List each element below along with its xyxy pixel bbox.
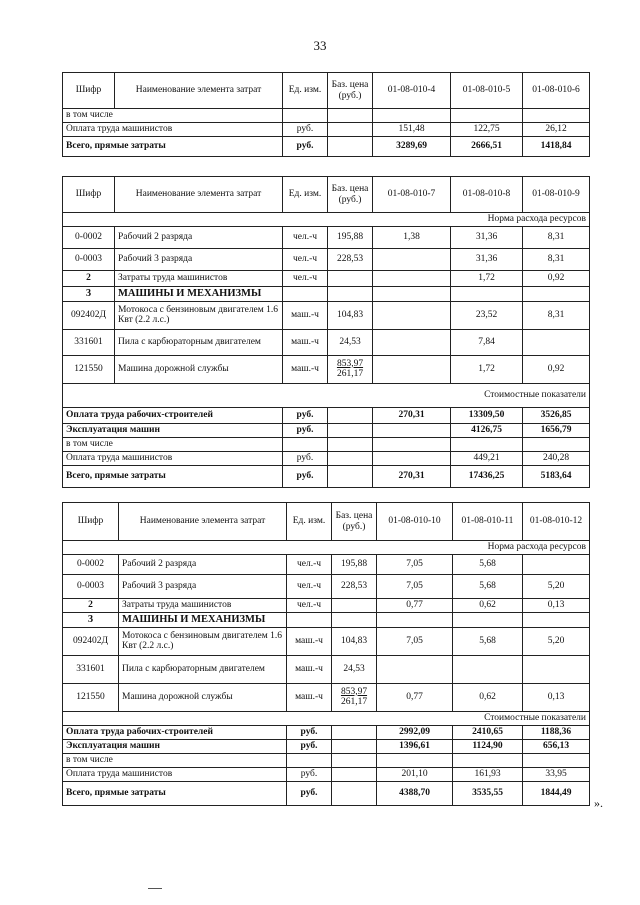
cost-value: 5183,64 [523, 465, 590, 487]
resource-unit: чел.-ч [283, 270, 328, 286]
norm-header-row [63, 213, 590, 227]
section-title: МАШИНЫ И МЕХАНИЗМЫ [115, 286, 283, 301]
cost-value: 240,28 [523, 451, 590, 465]
resource-code: 2 [63, 598, 119, 612]
cost-value [373, 423, 451, 437]
machine-price: 853,97 [336, 358, 364, 369]
cost-value: 2992,09 [377, 725, 453, 739]
cost-label: Всего, прямые затраты [63, 465, 283, 487]
machine-value [373, 355, 451, 383]
machine-name: Машина дорожной службы [115, 355, 283, 383]
resource-code: 0-0002 [63, 554, 119, 574]
machine-price: 24,53 [328, 329, 373, 355]
machine-value: 23,52 [451, 301, 523, 329]
cost-value: 13309,50 [451, 407, 523, 423]
cost-value: 1124,90 [453, 739, 523, 753]
cost-value: 1396,61 [377, 739, 453, 753]
cost-label: Оплата труда рабочих-строителей [63, 725, 287, 739]
cost-unit: руб. [287, 725, 332, 739]
cost-table-2 [62, 176, 590, 488]
resource-value: 5,20 [523, 574, 590, 598]
cost-label: Оплата труда машинистов [63, 767, 287, 781]
table-row [63, 136, 590, 156]
table-row [63, 329, 590, 355]
row-label: в том числе [63, 109, 283, 123]
header-code: Шифр [63, 503, 119, 541]
table-row [63, 270, 590, 286]
resource-value: 7,05 [377, 574, 453, 598]
machine-value: 7,84 [451, 329, 523, 355]
machine-value: 0,62 [453, 683, 523, 711]
table-row [63, 437, 590, 451]
cost-value: 3526,85 [523, 407, 590, 423]
table-row [63, 423, 590, 437]
cost-value: 1844,49 [523, 781, 590, 805]
cost-value: 270,31 [373, 407, 451, 423]
machine-unit: маш.-ч [287, 683, 332, 711]
table-row [63, 248, 590, 270]
resource-name: Затраты труда машинистов [115, 270, 283, 286]
resource-value: 0,13 [523, 598, 590, 612]
header-col: 01-08-010-9 [523, 177, 590, 213]
header-col: 01-08-010-6 [523, 73, 590, 109]
cost-value: 449,21 [451, 451, 523, 465]
resource-value [523, 554, 590, 574]
machine-name: Пила с карбюраторным двигателем [119, 655, 287, 683]
cost-label: Эксплуатация машин [63, 739, 287, 753]
cost-value: 201,10 [377, 767, 453, 781]
cost-unit: руб. [287, 767, 332, 781]
cost-unit: руб. [283, 451, 328, 465]
machine-value [373, 301, 451, 329]
table-row [63, 753, 590, 767]
header-col: 01-08-010-7 [373, 177, 451, 213]
machine-name: Мотокоса с бензиновым двигателем 1.6 Квт (2.2 л.с.) [115, 301, 283, 329]
table-row [63, 598, 590, 612]
table-header-row [63, 503, 590, 541]
norm-header-row [63, 541, 590, 555]
table-row [63, 574, 590, 598]
closing-quote: ». [594, 796, 603, 810]
table-row [63, 109, 590, 123]
cost-value: 17436,25 [451, 465, 523, 487]
resource-value: 31,36 [451, 226, 523, 248]
machine-value: 8,31 [523, 301, 590, 329]
norm-header: Норма расхода ресурсов [63, 541, 590, 555]
header-unit: Ед. изм. [287, 503, 332, 541]
machine-code: 121550 [63, 355, 115, 383]
table-row [63, 655, 590, 683]
cost-header-row [63, 383, 590, 407]
resource-price [328, 270, 373, 286]
cost-label: Оплата труда машинистов [63, 451, 283, 465]
machine-price: 104,83 [332, 627, 377, 655]
header-price: Баз. цена (руб.) [332, 503, 377, 541]
machine-price: 104,83 [328, 301, 373, 329]
header-price: Баз. цена (руб.) [328, 73, 373, 109]
resource-name: Рабочий 2 разряда [119, 554, 287, 574]
section-title: МАШИНЫ И МЕХАНИЗМЫ [119, 612, 287, 627]
cost-header-row [63, 711, 590, 725]
table-header-row [63, 177, 590, 213]
cost-unit: руб. [283, 423, 328, 437]
row-value: 2666,51 [451, 136, 523, 156]
resource-value: 1,72 [451, 270, 523, 286]
header-name: Наименование элемента затрат [119, 503, 287, 541]
resource-value: 8,31 [523, 226, 590, 248]
cost-unit: руб. [287, 739, 332, 753]
machine-value [377, 655, 453, 683]
header-col: 01-08-010-12 [523, 503, 590, 541]
machines-section-row [63, 286, 590, 301]
resource-value: 5,68 [453, 574, 523, 598]
resource-value: 1,38 [373, 226, 451, 248]
resource-unit: чел.-ч [283, 248, 328, 270]
resource-code: 0-0003 [63, 574, 119, 598]
row-value: 1418,84 [523, 136, 590, 156]
table-row [63, 226, 590, 248]
row-value: 151,48 [373, 122, 451, 136]
resource-value: 0,77 [377, 598, 453, 612]
table-row [63, 122, 590, 136]
norm-header: Норма расхода ресурсов [63, 213, 590, 227]
page-number: 33 [313, 38, 327, 53]
resource-price: 195,88 [328, 226, 373, 248]
table-row [63, 781, 590, 805]
cost-value: 4388,70 [377, 781, 453, 805]
machine-value [523, 329, 590, 355]
table-row [63, 683, 590, 711]
row-unit: руб. [283, 136, 328, 156]
footer-divider [148, 888, 162, 889]
machine-value: 5,20 [523, 627, 590, 655]
resource-unit: чел.-ч [287, 598, 332, 612]
header-unit: Ед. изм. [283, 73, 328, 109]
machine-code: 121550 [63, 683, 119, 711]
cost-value: 161,93 [453, 767, 523, 781]
resource-price: 228,53 [328, 248, 373, 270]
row-value: 3289,69 [373, 136, 451, 156]
header-price: Баз. цена (руб.) [328, 177, 373, 213]
cost-value: 3535,55 [453, 781, 523, 805]
machine-value [523, 655, 590, 683]
header-name: Наименование элемента затрат [115, 177, 283, 213]
table-row [63, 767, 590, 781]
cost-label: в том числе [63, 753, 287, 767]
header-code: Шифр [63, 73, 115, 109]
cost-unit: руб. [283, 465, 328, 487]
table-row [63, 407, 590, 423]
cost-value: 2410,65 [453, 725, 523, 739]
resource-value: 8,31 [523, 248, 590, 270]
machine-code: 331601 [63, 329, 115, 355]
cost-value [373, 451, 451, 465]
header-name: Наименование элемента затрат [115, 73, 283, 109]
header-code: Шифр [63, 177, 115, 213]
cost-table-3 [62, 502, 590, 806]
cost-header: Стоимостные показатели [63, 383, 590, 407]
machine-unit: маш.-ч [283, 301, 328, 329]
resource-name: Рабочий 2 разряда [115, 226, 283, 248]
cost-value: 656,13 [523, 739, 590, 753]
resource-value: 5,68 [453, 554, 523, 574]
table-row [63, 739, 590, 753]
row-value: 26,12 [523, 122, 590, 136]
machine-unit: маш.-ч [283, 355, 328, 383]
cost-unit: руб. [287, 781, 332, 805]
resource-code: 0-0002 [63, 226, 115, 248]
resource-price: 195,88 [332, 554, 377, 574]
resource-code: 0-0003 [63, 248, 115, 270]
header-col: 01-08-010-10 [377, 503, 453, 541]
header-col: 01-08-010-11 [453, 503, 523, 541]
resource-value [373, 248, 451, 270]
cost-label: Всего, прямые затраты [63, 781, 287, 805]
resource-unit: чел.-ч [287, 574, 332, 598]
header-col: 01-08-010-8 [451, 177, 523, 213]
resource-code: 2 [63, 270, 115, 286]
table-row [63, 451, 590, 465]
cost-value: 33,95 [523, 767, 590, 781]
table-row [63, 301, 590, 329]
cost-value: 1656,79 [523, 423, 590, 437]
row-value: 122,75 [451, 122, 523, 136]
machine-name: Пила с карбюраторным двигателем [115, 329, 283, 355]
machine-unit: маш.-ч [287, 627, 332, 655]
table-row [63, 725, 590, 739]
cost-unit: руб. [283, 407, 328, 423]
cost-value: 270,31 [373, 465, 451, 487]
header-unit: Ед. изм. [283, 177, 328, 213]
resource-value: 0,92 [523, 270, 590, 286]
header-col: 01-08-010-5 [451, 73, 523, 109]
machine-unit: маш.-ч [283, 329, 328, 355]
resource-value: 31,36 [451, 248, 523, 270]
resource-value [373, 270, 451, 286]
cost-label: Оплата труда рабочих-строителей [63, 407, 283, 423]
row-label: Всего, прямые затраты [63, 136, 283, 156]
machine-price: 24,53 [332, 655, 377, 683]
machine-unit: маш.-ч [287, 655, 332, 683]
machine-price: 853,97 [340, 686, 368, 697]
resource-name: Рабочий 3 разряда [115, 248, 283, 270]
machine-name: Мотокоса с бензиновым двигателем 1.6 Квт (2.2 л.с.) [119, 627, 287, 655]
resource-name: Рабочий 3 разряда [119, 574, 287, 598]
cost-label: в том числе [63, 437, 283, 451]
machine-value: 7,05 [377, 627, 453, 655]
table-row [63, 554, 590, 574]
machine-value: 5,68 [453, 627, 523, 655]
cost-value: 4126,75 [451, 423, 523, 437]
resource-value: 7,05 [377, 554, 453, 574]
machine-value: 0,77 [377, 683, 453, 711]
cost-label: Эксплуатация машин [63, 423, 283, 437]
machine-value [453, 655, 523, 683]
machine-value: 1,72 [451, 355, 523, 383]
section-code: 3 [63, 286, 115, 301]
resource-value: 0,62 [453, 598, 523, 612]
row-label: Оплата труда машинистов [63, 122, 283, 136]
machines-section-row [63, 612, 590, 627]
section-code: 3 [63, 612, 119, 627]
machine-code: 092402Д [63, 627, 119, 655]
machine-price-alt: 261,17 [336, 369, 364, 380]
machine-value [373, 329, 451, 355]
resource-name: Затраты труда машинистов [119, 598, 287, 612]
table-row [63, 627, 590, 655]
machine-value: 0,92 [523, 355, 590, 383]
table-header-row [63, 73, 590, 109]
resource-unit: чел.-ч [287, 554, 332, 574]
resource-unit: чел.-ч [283, 226, 328, 248]
machine-name: Машина дорожной службы [119, 683, 287, 711]
resource-price: 228,53 [332, 574, 377, 598]
machine-value: 0,13 [523, 683, 590, 711]
row-unit: руб. [283, 122, 328, 136]
machine-price-alt: 261,17 [340, 697, 368, 708]
machine-code: 092402Д [63, 301, 115, 329]
table-row [63, 355, 590, 383]
machine-code: 331601 [63, 655, 119, 683]
cost-table-1 [62, 72, 590, 157]
table-row [63, 465, 590, 487]
header-col: 01-08-010-4 [373, 73, 451, 109]
resource-price [332, 598, 377, 612]
cost-header: Стоимостные показатели [63, 711, 590, 725]
cost-value: 1188,36 [523, 725, 590, 739]
